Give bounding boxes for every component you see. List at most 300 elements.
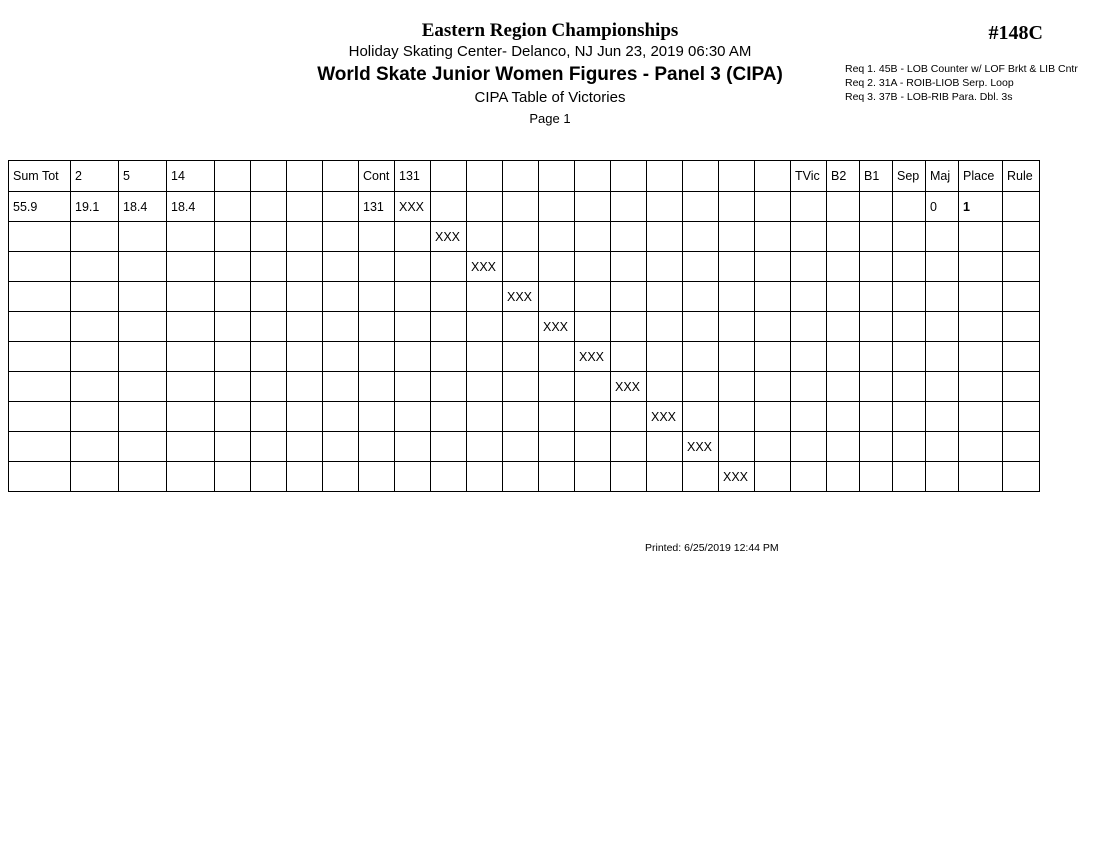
grid-cell [755, 372, 791, 402]
printed-timestamp: Printed: 6/25/2019 12:44 PM [645, 542, 779, 554]
grid-cell [359, 402, 395, 432]
grid-cell [119, 342, 167, 372]
grid-cell [647, 222, 683, 252]
grid-cell [611, 222, 647, 252]
grid-cell [647, 372, 683, 402]
grid-cell: 0 [926, 192, 959, 222]
grid-cell [287, 342, 323, 372]
grid-cell [893, 252, 926, 282]
grid-cell [647, 252, 683, 282]
grid-cell [647, 342, 683, 372]
grid-cell [431, 192, 467, 222]
grid-cell [215, 432, 251, 462]
table-row [9, 312, 1040, 342]
grid-cell [719, 282, 755, 312]
grid-cell [683, 372, 719, 402]
grid-cell [323, 312, 359, 342]
grid-cell [719, 372, 755, 402]
grid-cell [9, 282, 71, 312]
grid-cell [119, 402, 167, 432]
grid-cell [683, 462, 719, 492]
grid-cell [215, 372, 251, 402]
grid-cell [893, 402, 926, 432]
report-header [0, 0, 1100, 140]
grid-cell [791, 432, 827, 462]
grid-cell [926, 282, 959, 312]
event-title: Eastern Region Championships [421, 20, 679, 41]
grid-cell [1003, 432, 1040, 462]
grid-cell [323, 402, 359, 432]
grid-cell [959, 222, 1003, 252]
grid-cell [323, 222, 359, 252]
table-row [9, 252, 1040, 282]
grid-cell [71, 432, 119, 462]
grid-cell [683, 282, 719, 312]
grid-cell [287, 402, 323, 432]
grid-cell [575, 252, 611, 282]
grid-cell [791, 252, 827, 282]
grid-cell [611, 252, 647, 282]
grid-cell [827, 372, 860, 402]
grid-header-row [9, 161, 1040, 192]
grid-cell [611, 402, 647, 432]
grid-cell [251, 402, 287, 432]
grid-header-cell-maj: Maj [926, 161, 959, 192]
grid-cell [827, 402, 860, 432]
grid-cell [1003, 312, 1040, 342]
grid-cell [215, 342, 251, 372]
grid-cell [755, 282, 791, 312]
grid-cell [755, 312, 791, 342]
requirement-item: Req 2. 31A - ROIB-LIOB Serp. Loop [845, 77, 1014, 89]
grid-cell [926, 252, 959, 282]
grid-cell [215, 252, 251, 282]
grid-cell [791, 192, 827, 222]
grid-cell [611, 192, 647, 222]
grid-cell [251, 372, 287, 402]
grid-cell [215, 462, 251, 492]
grid-cell [719, 432, 755, 462]
grid-cell [287, 192, 323, 222]
grid-cell [791, 312, 827, 342]
grid-cell [926, 222, 959, 252]
grid-cell [791, 402, 827, 432]
grid-cell [611, 462, 647, 492]
grid-cell [9, 462, 71, 492]
grid-cell [1003, 402, 1040, 432]
grid-cell [719, 252, 755, 282]
grid-cell [467, 312, 503, 342]
grid-cell [959, 282, 1003, 312]
grid-cell [215, 282, 251, 312]
grid-cell [1003, 342, 1040, 372]
grid-cell [119, 222, 167, 252]
grid-cell: XXX [611, 372, 647, 402]
grid-cell [251, 222, 287, 252]
grid-cell [9, 222, 71, 252]
requirement-item: Req 3. 37B - LOB-RIB Para. Dbl. 3s [845, 91, 1013, 103]
grid-cell [503, 192, 539, 222]
grid-cell [323, 372, 359, 402]
grid-cell [575, 372, 611, 402]
grid-cell [959, 252, 1003, 282]
grid-cell [395, 372, 431, 402]
grid-cell [893, 462, 926, 492]
grid-cell [575, 282, 611, 312]
grid-cell [860, 462, 893, 492]
grid-cell [791, 282, 827, 312]
grid-cell [926, 372, 959, 402]
grid-cell [959, 342, 1003, 372]
grid-cell [167, 462, 215, 492]
grid-cell [611, 312, 647, 342]
grid-cell [395, 462, 431, 492]
victories-grid [8, 160, 1040, 492]
grid-header-cell-c5: 5 [119, 161, 167, 192]
table-row [9, 372, 1040, 402]
grid-cell [503, 432, 539, 462]
grid-cell [395, 222, 431, 252]
grid-cell [719, 342, 755, 372]
grid-cell [647, 282, 683, 312]
grid-header-cell-b2 [251, 161, 287, 192]
grid-cell [539, 222, 575, 252]
grid-cell [9, 252, 71, 282]
grid-header-cell-c14: 14 [167, 161, 215, 192]
grid-cell [167, 282, 215, 312]
grid-cell [959, 312, 1003, 342]
grid-cell [539, 372, 575, 402]
grid-cell [215, 402, 251, 432]
grid-cell [503, 462, 539, 492]
grid-cell: 19.1 [71, 192, 119, 222]
grid-cell [959, 372, 1003, 402]
grid-cell [167, 222, 215, 252]
grid-cell [395, 342, 431, 372]
grid-cell [71, 372, 119, 402]
grid-cell [9, 402, 71, 432]
grid-cell [539, 462, 575, 492]
grid-cell [683, 342, 719, 372]
grid-cell: 131 [359, 192, 395, 222]
grid-cell [167, 252, 215, 282]
grid-cell [287, 372, 323, 402]
grid-cell [215, 222, 251, 252]
grid-cell [395, 312, 431, 342]
page-label: Page 1 [529, 111, 571, 126]
grid-cell [215, 312, 251, 342]
report-subtitle: CIPA Table of Victories [474, 89, 626, 106]
grid-cell [719, 192, 755, 222]
grid-cell [827, 192, 860, 222]
grid-cell [251, 252, 287, 282]
grid-cell [395, 252, 431, 282]
grid-header-cell-b2col: B2 [827, 161, 860, 192]
table-row [9, 402, 1040, 432]
grid-cell [167, 432, 215, 462]
grid-cell [575, 222, 611, 252]
grid-cell [683, 252, 719, 282]
grid-cell [959, 402, 1003, 432]
grid-header-cell-sumtot: Sum Tot [9, 161, 71, 192]
grid-cell: 1 [959, 192, 1003, 222]
grid-cell [287, 462, 323, 492]
grid-cell [539, 342, 575, 372]
grid-cell [893, 432, 926, 462]
grid-cell [860, 282, 893, 312]
grid-cell [755, 432, 791, 462]
grid-cell [71, 402, 119, 432]
grid-cell [827, 432, 860, 462]
grid-cell [323, 252, 359, 282]
grid-cell [359, 282, 395, 312]
grid-cell [119, 462, 167, 492]
category-title: World Skate Junior Women Figures - Panel 3 (CIPA) [317, 64, 783, 85]
grid-header-cell-v3 [503, 161, 539, 192]
grid-cell [119, 312, 167, 342]
grid-cell [1003, 192, 1040, 222]
grid-cell [647, 432, 683, 462]
grid-cell [755, 342, 791, 372]
grid-cell [1003, 222, 1040, 252]
grid-cell [719, 222, 755, 252]
grid-cell: XXX [503, 282, 539, 312]
grid-cell [575, 432, 611, 462]
grid-cell [827, 342, 860, 372]
grid-cell [323, 432, 359, 462]
grid-cell [539, 282, 575, 312]
grid-cell [287, 432, 323, 462]
grid-header-cell-v8 [683, 161, 719, 192]
grid-cell [71, 342, 119, 372]
grid-cell [755, 192, 791, 222]
grid-cell: XXX [395, 192, 431, 222]
grid-cell [251, 282, 287, 312]
grid-header-cell-tvic: TVic [791, 161, 827, 192]
grid-cell: 18.4 [167, 192, 215, 222]
grid-cell [860, 222, 893, 252]
grid-header-cell-v10 [755, 161, 791, 192]
grid-header-cell-v2 [467, 161, 503, 192]
grid-header-cell-b1 [215, 161, 251, 192]
grid-cell [167, 312, 215, 342]
grid-cell [9, 312, 71, 342]
grid-cell [683, 402, 719, 432]
grid-header-cell-sep: Sep [893, 161, 926, 192]
grid-cell [287, 282, 323, 312]
grid-cell [575, 462, 611, 492]
grid-cell [827, 312, 860, 342]
grid-cell [860, 432, 893, 462]
grid-cell [467, 432, 503, 462]
grid-cell [539, 432, 575, 462]
grid-cell [926, 462, 959, 492]
grid-cell [860, 372, 893, 402]
grid-cell [647, 312, 683, 342]
grid-header-cell-cont: Cont [359, 161, 395, 192]
grid-cell [1003, 282, 1040, 312]
grid-cell [926, 402, 959, 432]
grid-cell [431, 372, 467, 402]
grid-cell [827, 282, 860, 312]
grid-cell [359, 462, 395, 492]
grid-cell [431, 252, 467, 282]
venue-line: Holiday Skating Center- Delanco, NJ Jun 23, 2019 06:30 AM [348, 43, 752, 60]
grid-cell [167, 402, 215, 432]
grid-cell [431, 432, 467, 462]
grid-header-cell-v1 [431, 161, 467, 192]
grid-cell: XXX [719, 462, 755, 492]
grid-cell [323, 462, 359, 492]
grid-cell [467, 282, 503, 312]
grid-cell [611, 432, 647, 462]
grid-cell [71, 462, 119, 492]
grid-cell [119, 282, 167, 312]
grid-cell: 18.4 [119, 192, 167, 222]
grid-cell: XXX [647, 402, 683, 432]
grid-cell [860, 252, 893, 282]
grid-cell [359, 372, 395, 402]
grid-cell [467, 222, 503, 252]
grid-cell [860, 192, 893, 222]
grid-header-cell-place: Place [959, 161, 1003, 192]
grid-cell [575, 402, 611, 432]
grid-header-cell-b3 [287, 161, 323, 192]
grid-cell [755, 252, 791, 282]
grid-cell [167, 342, 215, 372]
grid-cell [251, 432, 287, 462]
grid-cell [683, 192, 719, 222]
grid-header-cell-rule: Rule [1003, 161, 1040, 192]
grid-cell [893, 222, 926, 252]
grid-cell [791, 222, 827, 252]
grid-cell: XXX [683, 432, 719, 462]
grid-cell [719, 402, 755, 432]
grid-cell [926, 342, 959, 372]
grid-cell [827, 462, 860, 492]
grid-cell [215, 192, 251, 222]
table-row [9, 282, 1040, 312]
grid-cell [860, 402, 893, 432]
requirements-list [845, 62, 1078, 104]
grid-cell [503, 402, 539, 432]
table-of-victories [8, 160, 1040, 492]
grid-cell [860, 312, 893, 342]
grid-cell [287, 222, 323, 252]
grid-cell [539, 402, 575, 432]
grid-cell [683, 222, 719, 252]
grid-cell [167, 372, 215, 402]
grid-cell [893, 192, 926, 222]
grid-cell [71, 252, 119, 282]
grid-cell: 55.9 [9, 192, 71, 222]
grid-cell [251, 342, 287, 372]
grid-cell: XXX [575, 342, 611, 372]
grid-cell: XXX [431, 222, 467, 252]
grid-header-cell-b4 [323, 161, 359, 192]
grid-header-cell-n131: 131 [395, 161, 431, 192]
grid-cell [926, 432, 959, 462]
grid-cell [395, 282, 431, 312]
grid-cell [467, 462, 503, 492]
grid-header-cell-v4 [539, 161, 575, 192]
grid-cell [893, 312, 926, 342]
grid-cell [287, 252, 323, 282]
grid-cell [323, 282, 359, 312]
grid-cell [503, 312, 539, 342]
grid-cell: XXX [539, 312, 575, 342]
grid-cell [431, 312, 467, 342]
grid-cell [359, 432, 395, 462]
grid-cell [503, 342, 539, 372]
event-number: #148C [988, 22, 1043, 44]
grid-header-cell-v7 [647, 161, 683, 192]
grid-cell [1003, 252, 1040, 282]
grid-cell [359, 222, 395, 252]
grid-cell [323, 342, 359, 372]
grid-cell [467, 342, 503, 372]
grid-body [9, 192, 1040, 492]
grid-cell [575, 312, 611, 342]
grid-cell [683, 312, 719, 342]
grid-cell [539, 252, 575, 282]
table-row [9, 192, 1040, 222]
grid-cell [431, 402, 467, 432]
table-row [9, 462, 1040, 492]
grid-cell [539, 192, 575, 222]
table-row [9, 342, 1040, 372]
grid-cell [119, 432, 167, 462]
grid-cell [395, 402, 431, 432]
grid-cell [755, 222, 791, 252]
grid-cell: XXX [467, 252, 503, 282]
grid-cell [1003, 462, 1040, 492]
table-row [9, 432, 1040, 462]
grid-cell [647, 192, 683, 222]
grid-cell [1003, 372, 1040, 402]
grid-cell [119, 372, 167, 402]
grid-cell [467, 372, 503, 402]
grid-header-cell-v6 [611, 161, 647, 192]
grid-header [9, 161, 1040, 192]
grid-cell [251, 462, 287, 492]
grid-cell [893, 282, 926, 312]
grid-cell [503, 222, 539, 252]
grid-cell [860, 342, 893, 372]
grid-cell [9, 372, 71, 402]
grid-cell [503, 252, 539, 282]
grid-cell [755, 462, 791, 492]
grid-cell [9, 432, 71, 462]
grid-cell [119, 252, 167, 282]
grid-cell [251, 192, 287, 222]
grid-cell [755, 402, 791, 432]
grid-cell [9, 342, 71, 372]
grid-cell [647, 462, 683, 492]
grid-cell [926, 312, 959, 342]
grid-cell [359, 342, 395, 372]
grid-cell [287, 312, 323, 342]
grid-cell [71, 222, 119, 252]
requirement-item: Req 1. 45B - LOB Counter w/ LOF Brkt & LIB Cntr [845, 63, 1078, 75]
grid-cell [959, 432, 1003, 462]
grid-cell [395, 432, 431, 462]
grid-header-cell-b1col: B1 [860, 161, 893, 192]
grid-cell [827, 252, 860, 282]
grid-cell [893, 342, 926, 372]
table-row [9, 222, 1040, 252]
grid-cell [503, 372, 539, 402]
